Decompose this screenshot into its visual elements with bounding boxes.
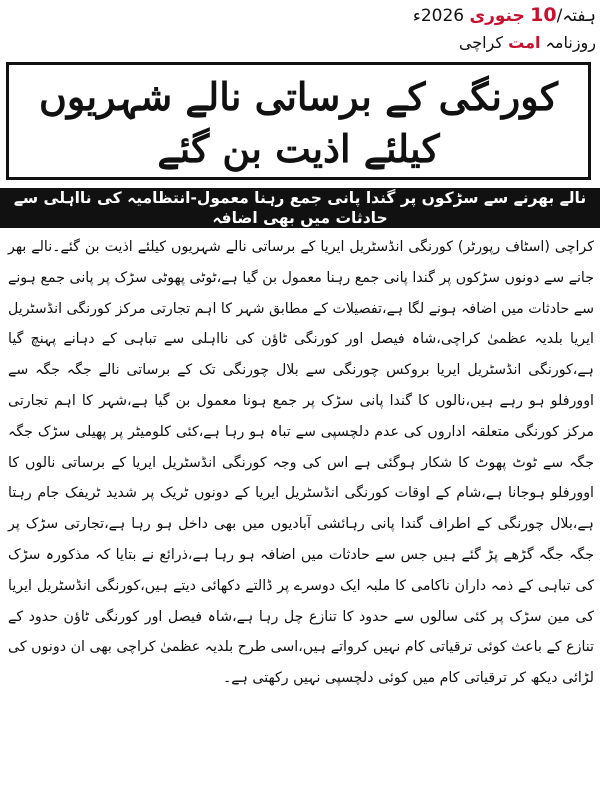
- dateline-weekday: ہفتہ: [562, 6, 596, 26]
- article-body: [8, 232, 594, 694]
- headline-box: [6, 62, 591, 180]
- headline: کورنگی کے برساتی نالے شہریوں کیلئے اذیت بن گئے: [39, 74, 558, 171]
- article-paragraph: کراچی (اسٹاف رپورٹر) کورنگی انڈسٹریل ایریا کے برساتی نالے شہریوں کیلئے اذیت بن گئے۔نالے بھر جانے سے دونوں سڑکوں پر گندا پانی جمع رہنا معمول بن گیا ہے،ٹوٹی پھوٹی سڑک پر پانی جمع ہونے سے حادثات میں اضافہ ہونے لگا ہے،تفصیلات کے مطابق شہر کا اہم تجارتی مرکز کورنگی انڈسٹریل ایریا بلدیہ عظمیٰ کراچی،شاہ فیصل اور کورنگی ٹاؤن کی نااہلی سے تباہی کے دہانے پہنچ گیا ہے،کورنگی انڈسٹریل ایریا بروکس چورنگی سے بلال چورنگی تک کے برساتی نالے جگہ جگہ سے اوورفلو ہو رہے ہیں،نالوں کا گندا پانی سڑک پر جمع ہونا معمول بن گیا ہے،شہر کا اہم تجارتی مرکز کورنگی متعلقہ اداروں کی عدم دلچسپی سے تباہ ہو رہا ہے،کئی کلومیٹر پر پھیلی سڑک جگہ جگہ سے ٹوٹ پھوٹ کا شکار ہوگئی ہے اس کی وجہ کورنگی انڈسٹریل ایریا کے برساتی نالوں کا اوورفلو ہوجانا ہے،شام کے اوقات کورنگی انڈسٹریل ایریا کے دونوں ٹریک پر شدید ٹریفک جام رہتا ہے،بلال چورنگی کے اطراف گندا پانی رہائشی آبادیوں میں بھی داخل ہو رہا ہے،تجارتی سڑک پر جگہ جگہ گڑھے پڑ گئے ہیں جس سے حادثات میں اضافہ ہو رہا ہے،ذرائع نے بتایا کہ مذکورہ سڑک کی تباہی کے ذمہ داران ناکامی کا ملبہ ایک دوسرے پر ڈالتے دکھائی دیتے ہیں،کورنگی انڈسٹریل ایریا کی مین سڑک پر کئی سالوں سے حدود کا تنازع چل رہا ہے،شاہ فیصل اور کورنگی ٹاؤن حدود کے تنازع کے باعث کوئی ترقیاتی کام نہیں کرواتے ہیں،اسی طرح بلدیہ عظمیٰ کراچی بھی ان دونوں کی لڑائی دیکھ کر ترقیاتی کام میں کوئی دلچسپی نہیں رکھتی ہے۔: [8, 239, 594, 687]
- subheadline: نالے بھرنے سے سڑکوں پر گندا پانی جمع رہنا معمول-انتظامیہ کی نااہلی سے حادثات میں بھی اضافہ: [0, 188, 600, 228]
- dateline: ہفتہ/10 جنوری 2026ء: [412, 4, 596, 26]
- newspaper-name: [380, 32, 596, 54]
- newspaper-prefix: روزنامہ: [545, 33, 596, 52]
- dateline-month: جنوری: [469, 6, 525, 26]
- newspaper-brand: امت: [508, 33, 541, 52]
- newspaper-city: کراچی: [458, 33, 504, 52]
- dateline-year: 2026ء: [412, 6, 465, 26]
- dateline-day: 10: [530, 4, 557, 26]
